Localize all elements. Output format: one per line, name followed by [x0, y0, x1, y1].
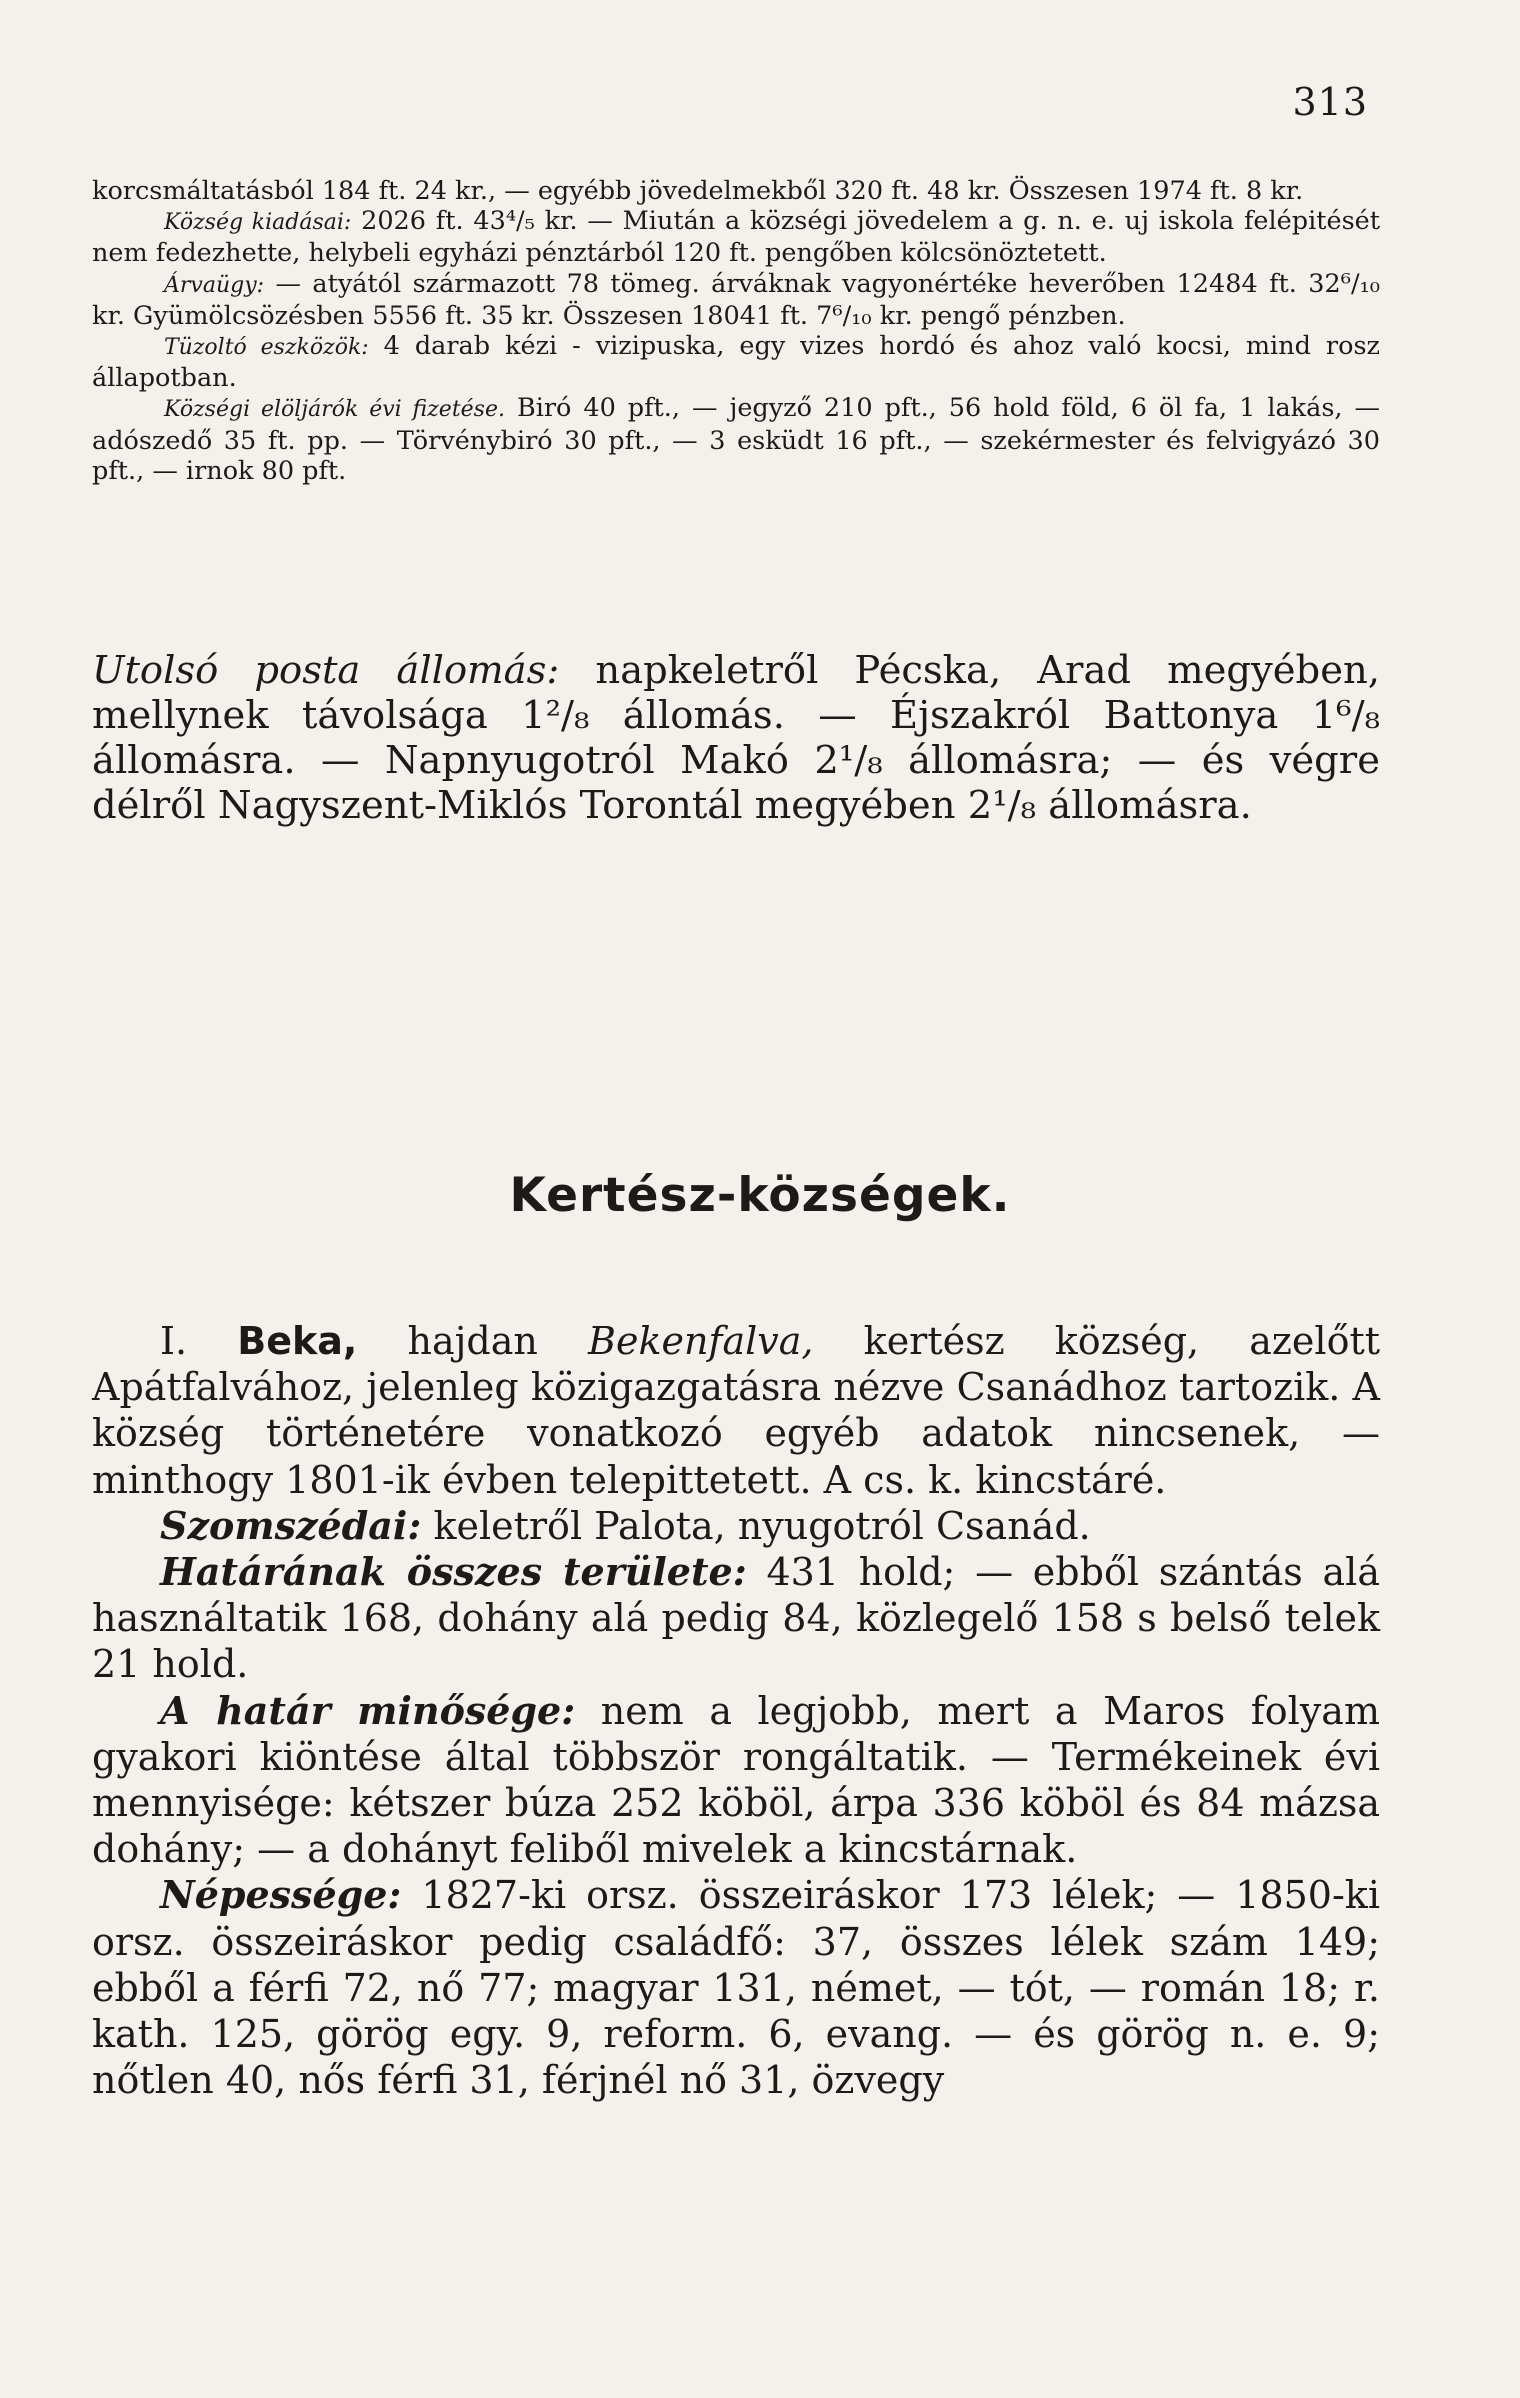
post-station-section — [92, 648, 1380, 828]
paragraph-lead: Utolsó posta állomás: — [92, 648, 560, 693]
paragraph-neighbours — [92, 1503, 1380, 1549]
village-description-section — [92, 1318, 1380, 2103]
paragraph-text: 4 darab kézi - vizipuska, egy vizes hordó és ahoz való kocsi, mind rosz állapotban. — [92, 331, 1380, 394]
paragraph-orphan-affairs — [92, 269, 1380, 331]
paragraph-post-station — [92, 648, 1380, 828]
paragraph-income-summary — [92, 176, 1380, 206]
paragraph-lead: Község kiadásai: — [164, 210, 352, 236]
paragraph-official-salaries — [92, 393, 1380, 486]
paragraph-lead: Tüzoltó eszközök: — [164, 335, 369, 361]
paragraph-expenses — [92, 206, 1380, 268]
paragraph-lead: Népessége: — [160, 1872, 402, 1918]
paragraph-fire-equipment — [92, 331, 1380, 393]
paragraph-text: keletről Palota, nyugotról Csanád. — [421, 1503, 1091, 1548]
paragraph-text: — atyától származott 78 tömeg. árváknak vagyonértéke heverőben 12484 ft. 32⁶/₁₀ kr. Gyümölcsözésben 5556 ft. 35 kr. Összesen 18041 ft. 7⁶/₁₀ kr. pengő pénzben. — [92, 268, 1380, 331]
paragraph-lead: Községi elöljárók évi fizetése. — [164, 397, 505, 423]
paragraph-text: hajdan — [357, 1319, 589, 1363]
paragraph-prefix: I. — [160, 1319, 238, 1363]
village-name: Beka, — [237, 1319, 358, 1363]
former-village-name: Bekenfalva, — [588, 1319, 814, 1363]
paragraph-land-quality — [92, 1688, 1380, 1873]
page-number: 313 — [1292, 80, 1368, 124]
paragraph-text: korcsmáltatásból 184 ft. 24 kr., — egyébb jövedelmekből 320 ft. 48 kr. Összesen 1974 ft. 8 kr. — [92, 176, 1304, 206]
paragraph-text: kertész község, azelőtt Apátfalvához, jelenleg közigazgatásra nézve Csanádhoz tartozik. A község történetére vonatkozó egyéb adatok nincsenek, — minthogy 1801-ik évben telepittetett. A cs. k. kincstáré. — [92, 1319, 1380, 1502]
paragraph-text: 1827-ki orsz. összeiráskor 173 lélek; — 1850-ki orsz. összeiráskor pedig családfő: 37, összes lélek szám 149; ebből a férfi 72, nő 77; magyar 131, német, — tót, — román 18; r. kath. 125, görög egy. 9, reform. 6, evang. — és görög n. e. 9; nőtlen 40, nős férfi 31, férjnél nő 31, özvegy — [92, 1873, 1380, 2103]
paragraph-lead: Árvaügy: — [164, 272, 265, 298]
paragraph-total-area — [92, 1549, 1380, 1688]
paragraph-lead: A határ minősége: — [160, 1687, 576, 1733]
small-print-section — [92, 176, 1380, 486]
paragraph-text: 431 hold; — ebből szántás alá használtatik 168, dohány alá pedig 84, közlegelő 158 s belső telek 21 hold. — [92, 1550, 1380, 1687]
paragraph-text: nem a legjobb, mert a Maros folyam gyakori kiöntése által többször rongáltatik. — Termékeinek évi mennyisége: kétszer búza 252 köböl, árpa 336 köböl és 84 mázsa dohány; — a dohányt feliből mivelek a kincstárnak. — [92, 1688, 1380, 1872]
paragraph-text: napkeletről Pécska, Arad megyében, mellynek távolsága 1²/₈ állomás. — Éjszakról Battonya 1⁶/₈ állomásra. — Napnyugotról Makó 2¹/₈ állomásra; — és végre délről Nagyszent-Miklós Torontál megyében 2¹/₈ állomásra. — [92, 648, 1381, 828]
paragraph-lead: Szomszédai: — [160, 1502, 422, 1548]
paragraph-text: Biró 40 pft., — jegyző 210 pft., 56 hold föld, 6 öl fa, 1 lakás, — adószedő 35 ft. pp. — Törvénybiró 30 pft., — 3 esküdt 16 pft., — szekérmester és felvigyázó 30 pft., — irnok 80 pft. — [92, 393, 1380, 486]
paragraph-population — [92, 1872, 1380, 2103]
section-heading: Kertész-községek. — [509, 1168, 1011, 1223]
paragraph-lead: Határának összes területe: — [160, 1549, 747, 1595]
paragraph-beka-intro — [92, 1318, 1380, 1503]
paragraph-text: 2026 ft. 43⁴/₅ kr. — Miután a községi jövedelem a g. n. e. uj iskola felépitését nem fedezhette, helybeli egyházi pénztárból 120 ft. pengőben kölcsönöztetett. — [92, 206, 1380, 269]
